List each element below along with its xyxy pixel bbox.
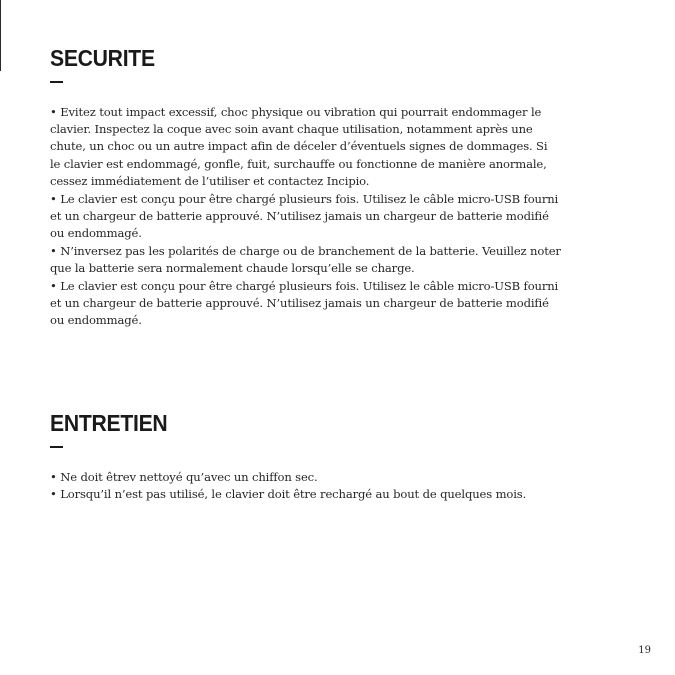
text-line: clavier. Inspectez la coque avec soin avant chaque utilisation, notamment après une: [50, 121, 533, 136]
text-line: • Le clavier est conçu pour être chargé plusieurs fois. Utilisez le câble micro-USB fourni: [50, 278, 559, 293]
text-line: • Ne doit êtrev nettoyé qu’avec un chiffon sec.: [50, 469, 318, 484]
securite-heading: SECURITE: [50, 45, 155, 71]
text-line: • Le clavier est conçu pour être chargé plusieurs fois. Utilisez le câble micro-USB fourni: [50, 191, 559, 206]
text-line: chute, un choc ou un autre impact afin de déceler d’éventuels signes de dommages. Si: [50, 139, 548, 154]
text-line: cessez immédiatement de l’utiliser et contactez Incipio.: [50, 174, 370, 189]
text-line: que la batterie sera normalement chaude lorsqu’elle se charge.: [50, 261, 415, 276]
entretien-heading: ENTRETIEN: [50, 410, 168, 436]
text-line: et un chargeur de batterie approuvé. N’utilisez jamais un chargeur de batterie modifié: [50, 208, 549, 223]
text-line: ou endommagé.: [50, 226, 142, 241]
text-line: et un chargeur de batterie approuvé. N’utilisez jamais un chargeur de batterie modifié: [50, 295, 549, 310]
text-line: le clavier est endommagé, gonfle, fuit, surchauffe ou fonctionne de manière anormale,: [50, 156, 547, 171]
heading-dash: [50, 81, 63, 83]
text-line: • Evitez tout impact excessif, choc physique ou vibration qui pourrait endommager le: [50, 104, 542, 119]
text-line: • N’inversez pas les polarités de charge ou de branchement de la batterie. Veuillez noter: [50, 243, 561, 258]
entretien-section: [50, 410, 610, 503]
securite-body: [50, 104, 610, 330]
securite-section: [50, 45, 610, 330]
entretien-body: [50, 469, 610, 504]
page-number: 19: [638, 645, 651, 656]
text-line: • Lorsqu’il n’est pas utilisé, le clavier doit être rechargé au bout de quelques mois.: [50, 486, 527, 501]
crop-mark: [0, 0, 1, 71]
heading-dash: [50, 446, 63, 448]
text-line: ou endommagé.: [50, 313, 142, 328]
